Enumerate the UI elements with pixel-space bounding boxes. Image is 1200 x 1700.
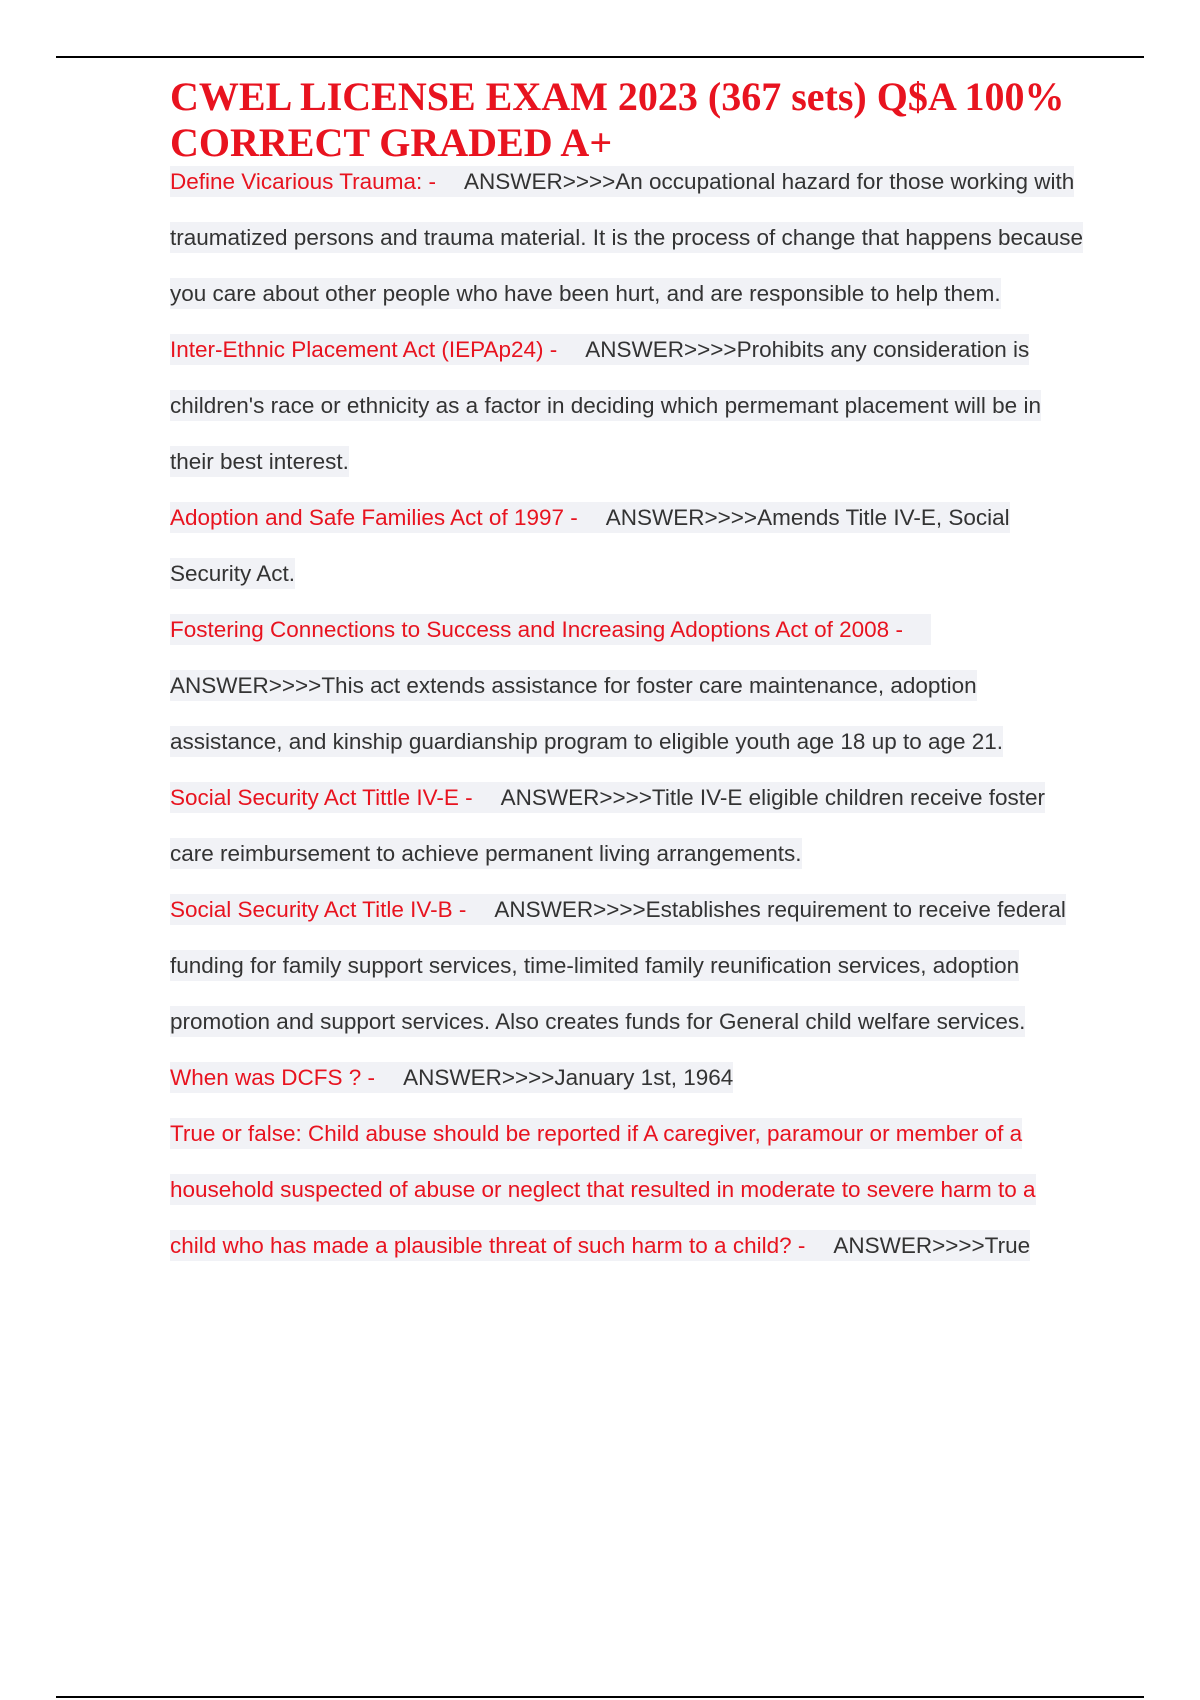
qa-item xyxy=(170,602,1085,770)
question-text: Adoption and Safe Families Act of 1997 - xyxy=(170,505,578,530)
document-body xyxy=(170,74,1085,1274)
qa-item xyxy=(170,154,1085,322)
qa-item xyxy=(170,882,1085,1050)
question-text: Fostering Connections to Success and Increasing Adoptions Act of 2008 - xyxy=(170,617,903,642)
answer-text: ANSWER>>>>Amends Title IV-E, Social Security Act. xyxy=(170,505,1010,586)
question-text: Social Security Act Title IV-B - xyxy=(170,897,467,922)
qa-item xyxy=(170,1050,1085,1106)
bottom-rule xyxy=(56,1696,1144,1698)
answer-text: ANSWER>>>>An occupational hazard for those working with traumatized persons and trauma material. It is the process of change that happens because you care about other people who have been hurt, and are responsible to help them. xyxy=(170,169,1084,306)
answer-text: ANSWER>>>>True xyxy=(833,1233,1031,1258)
answer-text: ANSWER>>>>Prohibits any consideration is children's race or ethnicity as a factor in deciding which permemant placement will be in their best interest. xyxy=(170,337,1041,474)
question-text: When was DCFS ? - xyxy=(170,1065,376,1090)
answer-text: ANSWER>>>>This act extends assistance for foster care maintenance, adoption assistance, and kinship guardianship program to eligible youth age 18 up to age 21. xyxy=(170,673,1004,754)
answer-text: ANSWER>>>>Establishes requirement to receive federal funding for family support services, time-limited family reunification services, adoption promotion and support services. Also creates funds for General child welfare services. xyxy=(170,897,1066,1034)
question-text: Define Vicarious Trauma: - xyxy=(170,169,436,194)
question-text: Inter-Ethnic Placement Act (IEPAp24) - xyxy=(170,337,558,362)
answer-text: ANSWER>>>>Title IV-E eligible children receive foster care reimbursement to achieve permanent living arrangements. xyxy=(170,785,1046,866)
answer-text: ANSWER>>>>January 1st, 1964 xyxy=(403,1065,734,1090)
top-rule xyxy=(56,56,1144,58)
qa-item xyxy=(170,770,1085,882)
qa-item xyxy=(170,490,1085,602)
question-text: Social Security Act Tittle IV-E - xyxy=(170,785,473,810)
qa-item xyxy=(170,322,1085,490)
document-title: CWEL LICENSE EXAM 2023 (367 sets) Q$A 100% CORRECT GRADED A+ xyxy=(170,74,1065,165)
qa-item xyxy=(170,1106,1085,1274)
question-text: True or false: Child abuse should be reported if A caregiver, paramour or member of a household suspected of abuse or neglect that resulted in moderate to severe harm to a child who has made a plausible threat of such harm to a child? - xyxy=(170,1121,1036,1258)
